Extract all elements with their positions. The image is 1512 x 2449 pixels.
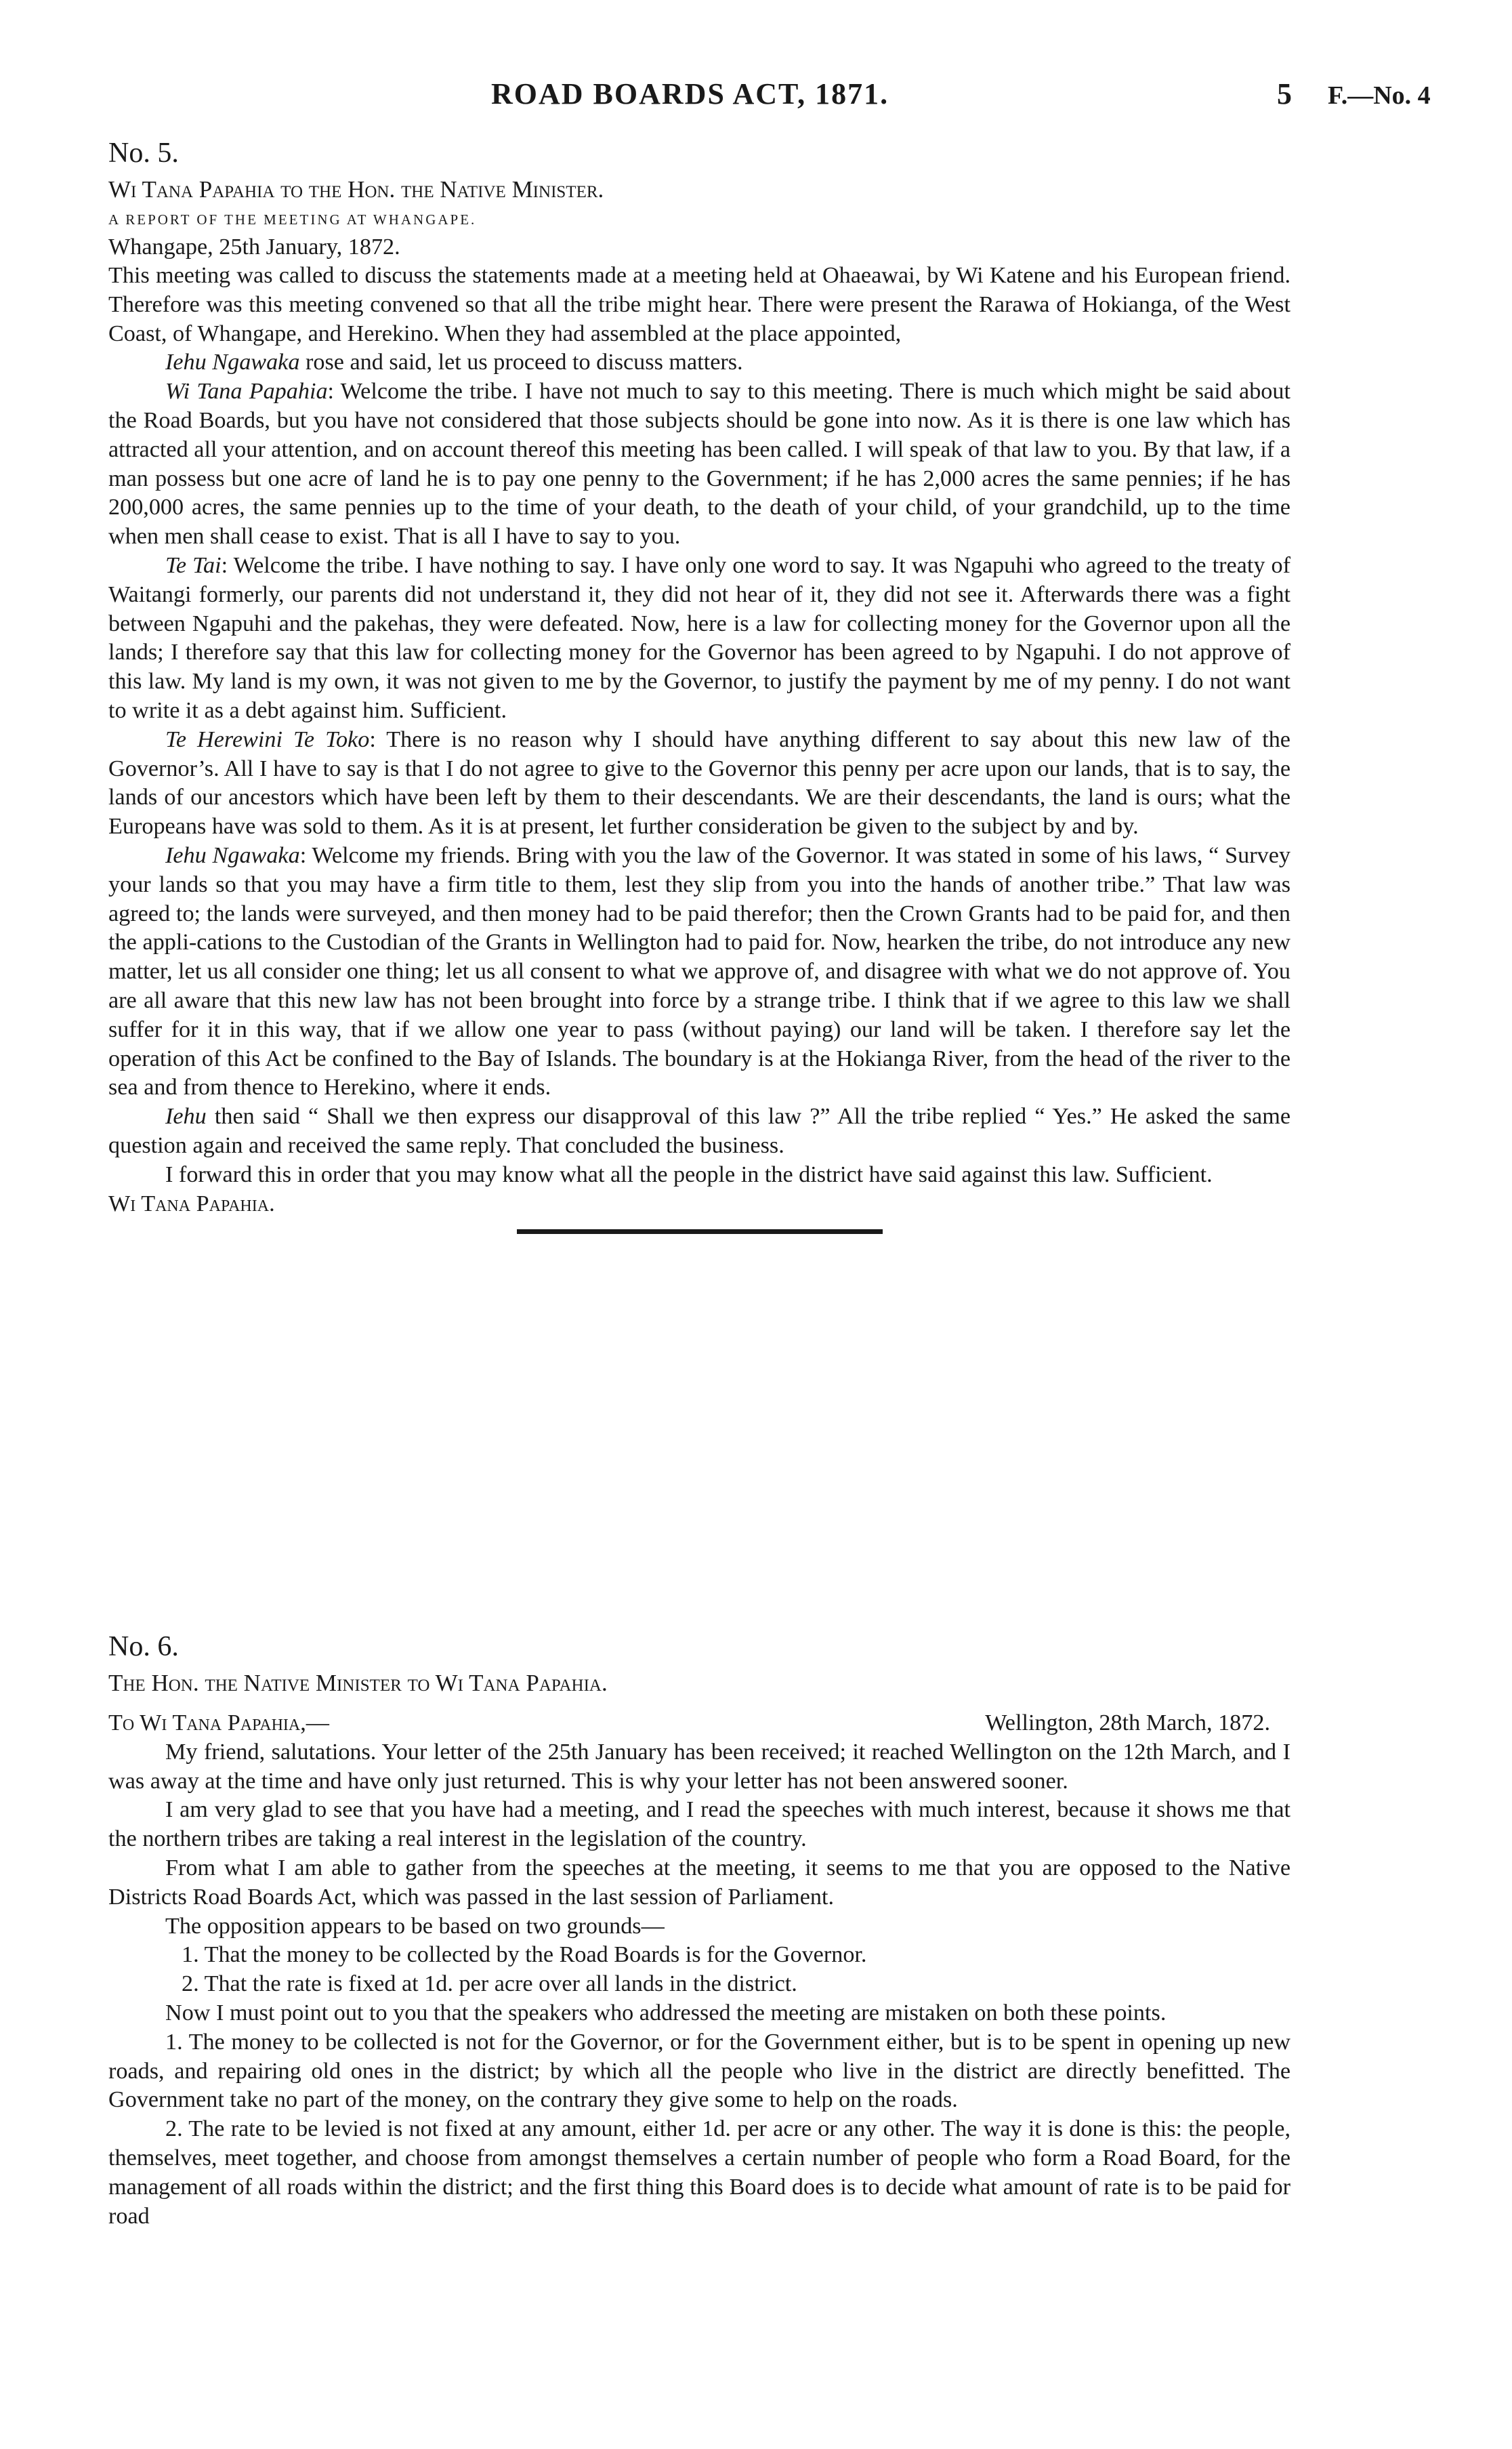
speaker-name: Wi Tana Papahia [165,379,328,405]
speaker-name: Te Tai [165,552,222,578]
speaker-name: Te Herewini Te Toko [165,726,370,752]
letter-6-paragraph: From what I am able to gather from the speeches at the meeting, it seems to me that you are opposed to the Native Districts Road Boards Act, which was passed in the last session of Parliament. [108,1855,1290,1910]
letter-5-dateline: Whangape, 25th January, 1872. [108,234,400,260]
speech-text: then said “ Shall we then express our disapproval of this law ?” All the tribe replied “ Yes.” He asked the same question again and received the same reply. That concluded the business. [108,1104,1290,1158]
letter-5-closing: I forward this in order that you may know what all the people in the district have said against this law. Sufficient. [165,1161,1213,1187]
letter-5-signature: Wi Tana Papahia. [108,1191,275,1216]
speech-text: : Welcome my friends. Bring with you the law of the Governor. It was stated in some of his laws, “ Survey your lands so that you may have a firm title to them, lest they slip from you into the hands of another tribe.” That law was agreed to; the lands were surveyed, and then money had to be paid therefor; then the Crown Grants had to be paid for, and then the appli-cations to the Custodian of the Grants in Wellington had to paid for. Now, hearken the tribe, do not introduce any new matter, let us all consider one thing; let us all consent to what we approve of, and disagree with what we do not approve of. You are all aware that this new law has not been brought into force by a strange tribe. I think that if we agree to this law we shall suffer for it in this way, that if we allow one year to pass (without paying) our land will be taken. I therefore say let the operation of this Act be confined to the Bay of Islands. The boundary is at the Hokianga River, from the head of the river to the sea and from thence to Herekino, where it ends. [108,842,1290,1100]
letter-6-paragraph: The opposition appears to be based on two grounds— [165,1913,665,1939]
speech-text: : Welcome the tribe. I have nothing to say. I have only one word to say. It was Ngapuhi who agreed to the treaty of Waitangi formerly, our parents did not understand it, they did not hear of it, they did not see it. Afterwards there was a fight between Ngapuhi and the pakehas, they were defeated. Now, here is a law for collecting money for the Governor upon all the lands; I therefore say that this law for collecting money for the Governor has been agreed to by Ngapuhi. I do not approve of this law. My land is my own, it was not given to me by the Governor, to justify the payment by me of my penny. I do not want to write it as a debt against him. Sufficient. [108,552,1290,723]
paper-code: F.—No. 4 [1328,81,1431,110]
speaker-name: Iehu Ngawaka [165,350,300,375]
letter-5 [108,133,1290,1243]
speech-te-tai [108,552,1290,726]
speech-text: rose and said, let us proceed to discuss matters. [299,350,743,375]
speech-text: : There is no reason why I should have anything different to say about this new law of the Governor’s. All I have to say is that I do not agree to give to the Governor this penny per acre upon our lands, that is to say, the lands of our ancestors which have been left by them to their descendants. We are their descendants, the land is ours; what the Europeans have was sold to them. As it is at present, let further consideration be given to the subject by and by. [108,726,1290,840]
speech-iehu-2 [108,842,1290,1103]
letter-5-heading: Wi Tana Papahia to the Hon. the Native Minister. [108,176,604,203]
letter-5-intro: This meeting was called to discuss the statements made at a meeting held at Ohaeawai, by Wi Katene and his European friend. Therefore was this meeting convened so that all the tribe might hear. There were present the Rarawa of Hokianga, of the West Coast, of Whangape, and Herekino. When they had assembled at the place appointed, [108,263,1290,346]
running-title: ROAD BOARDS ACT, 1871. [491,77,889,110]
letter-6-number: No. 6. [108,1631,179,1662]
speech-iehu-1 [108,348,1290,377]
letter-6 [108,1626,1290,2231]
speech-text: : Welcome the tribe. I have not much to say to this meeting. There is much which might be said about the Road Boards, but you have not considered that those subjects should be gone into now. As it is there is one law which has attracted all your attention, and on account thereof this meeting has been called. I will speak of that law to you. By that law, if a man possess but one acre of land he is to pay one penny to the Government; if he has 2,000 acres the same pennies; if he has 200,000 acres, the same pennies up to the time of your death, to the death of your child, of your grandchild, up to the time when men shall cease to exist. That is all I have to say to you. [108,379,1290,550]
letter-6-dateline: Wellington, 28th March, 1872. [985,1710,1270,1735]
letter-6-paragraph: My friend, salutations. Your letter of the 25th January has been received; it reached Wellington on the 12th March, and I was away at the time and have only just returned. This is why your letter has not been answered sooner. [108,1739,1290,1794]
point-1: 1. The money to be collected is not for the Governor, or for the Government either, but is to be spent in opening up new roads, and repairing old ones in the district; by which all the people who live in the district are directly benefitted. The Government take no part of the money, on the contrary they give some to help on the roads. [108,2029,1290,2113]
letter-6-paragraph: I am very glad to see that you have had a meeting, and I read the speeches with much interest, because it shows me that the northern tribes are taking a real interest in the legislation of the country. [108,1797,1290,1852]
address-line [108,1709,1290,1738]
running-header [0,77,1512,121]
speech-te-herewini [108,726,1290,842]
letter-5-number: No. 5. [108,138,179,169]
speech-wi-tana [108,377,1290,552]
section-divider [517,1229,883,1234]
speech-iehu-3 [108,1103,1290,1161]
ground-item: 1. That the money to be collected by the Road Boards is for the Governor. [182,1942,867,1968]
speaker-name: Iehu [165,1104,207,1130]
letter-6-heading: The Hon. the Native Minister to Wi Tana Papahia. [108,1670,608,1696]
letter-6-paragraph: Now I must point out to you that the speakers who addressed the meeting are mistaken on both these points. [165,2000,1167,2025]
ground-item: 2. That the rate is fixed at 1d. per acre over all lands in the district. [182,1971,797,1997]
letter-6-addressee: To Wi Tana Papahia,— [108,1710,329,1735]
page-number: 5 [1277,77,1292,110]
speaker-name: Iehu Ngawaka [165,842,300,868]
point-2: 2. The rate to be levied is not fixed at any amount, either 1d. per acre or any other. The way it is done is this: the people, themselves, meet together, and choose from amongst themselves a certain number of people who form a Road Board, for the management of all roads within the district; and the first thing this Board does is to decide what amount of rate is to be paid for road [108,2116,1290,2229]
letter-5-subtitle: A REPORT OF THE MEETING AT WHANGAPE. [108,211,477,228]
